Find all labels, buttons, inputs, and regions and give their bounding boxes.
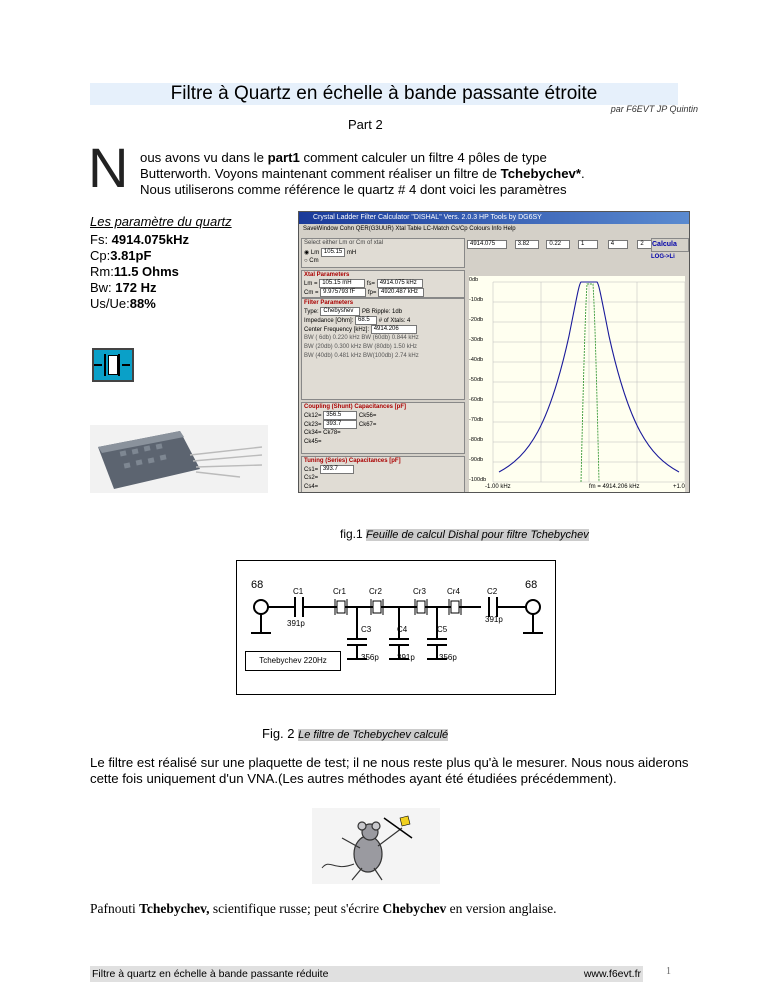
footer-title: Filtre à quartz en échelle à bande passante réduite xyxy=(92,968,329,980)
b3db-input: 0.22 xyxy=(546,240,570,249)
log-button: LOG->Li xyxy=(651,254,675,260)
response-plot: 0db -10db -20db -30db -40db -50db -60db -70db -80db -90db -100db xyxy=(469,276,685,492)
port-left-label: 68 xyxy=(251,579,264,591)
page-number: 1 xyxy=(666,966,671,977)
footer-url: www.f6evt.fr xyxy=(583,968,641,980)
c1-value: 391p xyxy=(287,619,305,628)
mouse-illustration xyxy=(312,808,440,884)
coupling-panel: Coupling (Shunt) Capacitances [pF] Ck12= 356.5 Ck56= Ck23= 393.7 Ck67= Ck34= Ck78= Ck45= xyxy=(301,402,465,454)
param-cp: Cp:3.81pF xyxy=(90,248,152,263)
ripple-input: 1 xyxy=(578,240,598,249)
xtal-params-panel: Xtal Parameters Lm = 105.15 mH fs= 4914.075 kHz Cm = 9.975793 fF fp= 4920.487 kHz xyxy=(301,270,465,298)
cr4-label: Cr4 xyxy=(447,587,460,596)
tuning-panel: Tuning (Series) Capacitances [pF] Cs1= 393.7 Cs2= Cs4= xyxy=(301,456,465,493)
c1-label: C1 xyxy=(293,587,304,596)
x-axis-left: -1.00 kHz xyxy=(485,484,511,490)
c4-value: 391p xyxy=(397,653,415,662)
lm-input: 105.15 xyxy=(321,248,345,257)
xtals-input: 4 xyxy=(608,240,628,249)
cr1-label: Cr1 xyxy=(333,587,346,596)
dishal-calculator-screenshot xyxy=(298,211,690,493)
drop-cap: N xyxy=(88,136,129,199)
param-us-ue: Us/Ue:88% xyxy=(90,296,156,311)
page-footer xyxy=(90,966,643,982)
lm-cm-select-panel: Select either Lm or Cm of xtal ◉ Lm 105.15 mH ○ Cm xyxy=(301,238,465,268)
cp-input: 3.82 xyxy=(515,240,539,249)
c4-label: C4 xyxy=(397,625,408,634)
body-paragraph: Le filtre est réalisé sur une plaquette de test; il ne nous reste plus qu'à le mesurer. Nous nous aiderons cette fois uniquement d'un VNA.(Les autres méthodes ayant été étudiées précédemment). xyxy=(90,755,689,786)
param-bw: Bw: 172 Hz xyxy=(90,280,157,295)
c2-value: 391p xyxy=(485,615,503,624)
fig2-caption: Fig. 2 Le filtre de Tchebychev calculé xyxy=(262,726,449,741)
c3-value: 356p xyxy=(361,653,379,662)
window-titlebar: Crystal Ladder Filter Calculator "DISHAL" Vers. 2.0.3 HP Tools by DG6SY xyxy=(299,212,689,224)
footnote: Pafnouti Tchebychev, scientifique russe; peut s'écrire Chebychev en version anglaise. xyxy=(90,901,557,916)
cr2-label: Cr2 xyxy=(369,587,382,596)
x-axis-center: fm = 4914.206 kHz xyxy=(589,484,640,490)
c5-value: 356p xyxy=(439,653,457,662)
filter-schematic xyxy=(236,560,556,695)
page-title: Filtre à Quartz en échelle à bande passante étroite xyxy=(90,83,678,105)
calculate-button: Calcula xyxy=(651,238,689,252)
author-credit: par F6EVT JP Quintin xyxy=(610,104,698,114)
intro-paragraph: ous avons vu dans le part1 comment calculer un filtre 4 pôles de type Butterworth. Voyons maintenant comment réaliser un filtre de Tchebychev*. Nous utiliserons comme référence le quartz # 4 dont voici les paramètres xyxy=(140,150,585,197)
crystal-filter-photo xyxy=(90,425,268,493)
c2-label: C2 xyxy=(487,587,498,596)
x-axis-right: +1.0 xyxy=(673,484,685,490)
fig1-caption: fig.1 Feuille de calcul Dishal pour filtre Tchebychev xyxy=(340,527,589,541)
part-label: Part 2 xyxy=(348,117,383,132)
window-menubar: SaveWindow Cohn QER(G3UUR) Xtal Table LC-Match Cs/Cp Colours Info Help xyxy=(303,226,516,232)
cr3-label: Cr3 xyxy=(413,587,426,596)
params-heading: Les paramètre du quartz xyxy=(90,214,232,229)
crystal-symbol-icon xyxy=(92,348,134,382)
filter-params-panel: Filter Parameters Type: Chebyshev PB Ripple: 1db Impedance [Ohm]: 68.5 # of Xtals: 4 Center Frequency [kHz]: 4914.206 BW ( 6db) 0.220 kHz BW (60db) 0.844 kHz BW (20db) 0.300 kHz BW (80db) 1.50 kHz BW (40db) 0.481 kHz BW(100db) 2.74 kHz xyxy=(301,298,465,400)
param-fs: Fs: 4914.075kHz xyxy=(90,232,190,247)
c3-label: C3 xyxy=(361,625,372,634)
fs-input: 4914.075 xyxy=(467,240,507,249)
display-input: 2 xyxy=(637,240,657,249)
port-right-label: 68 xyxy=(525,579,538,591)
schematic-box-label: Tchebychev 220Hz xyxy=(245,651,341,671)
c5-label: C5 xyxy=(437,625,448,634)
param-rm: Rm:11.5 Ohms xyxy=(90,264,179,279)
